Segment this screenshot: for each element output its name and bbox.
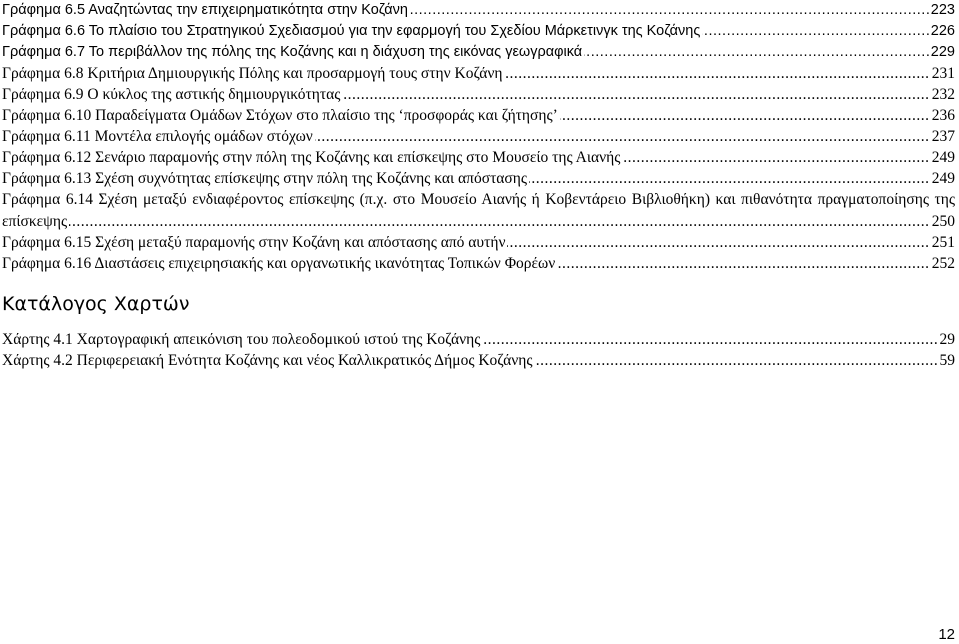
toc-entry-figure-6-16[interactable]: [2, 253, 955, 274]
toc-entry-figure-6-11[interactable]: [2, 126, 955, 147]
toc-entry-page: 226: [929, 21, 955, 42]
toc-entry-label: Γράφημα 6.7 Το περιβάλλον της πόλης της Κοζάνης και η διάχυση της εικόνας γεωγραφικά: [2, 44, 583, 60]
toc-entry-figure-6-13[interactable]: [2, 168, 955, 189]
toc-entry-label: Γράφημα 6.13 Σχέση συχνότητας επίσκεψης στην πόλη της Κοζάνης και απόστασης: [2, 170, 528, 187]
toc-entry-figure-6-12[interactable]: [2, 147, 955, 168]
toc-entry-map-4-1[interactable]: [2, 329, 955, 350]
toc-entry-label-continued: [2, 211, 955, 232]
toc-entry-page: 29: [939, 331, 955, 348]
toc-entry-page: 237: [931, 128, 955, 145]
toc-entry-figure-6-10[interactable]: [2, 105, 955, 126]
toc-entry-page: 229: [929, 42, 955, 63]
toc-entry-label: Γράφημα 6.6 Το πλαίσιο του Στρατηγικού Σχεδιασμού για την εφαρμογή του Σχεδίου Μάρκετινγκ της Κοζάνης: [2, 23, 701, 39]
toc-entry-page: 252: [931, 255, 955, 272]
toc-entry-label: Γράφημα 6.16 Διαστάσεις επιχειρησιακής και οργανωτικής ικανότητας Τοπικών Φορέων: [2, 255, 556, 272]
toc-entry-label: Γράφημα 6.5 Αναζητώντας την επιχειρηματικότητα στην Κοζάνη: [2, 2, 408, 18]
toc-entry-label: Χάρτης 4.2 Περιφερειακή Ενότητα Κοζάνης και νέος Καλλικρατικός Δήμος Κοζάνης: [2, 352, 533, 369]
toc-entry-label: Γράφημα 6.9 Ο κύκλος της αστικής δημιουργικότητας: [2, 86, 341, 103]
toc-entry-map-4-2[interactable]: [2, 350, 955, 371]
toc-entry-page: 223: [929, 0, 955, 21]
toc-entry-figure-6-14[interactable]: [2, 189, 955, 232]
toc-entry-label: Γράφημα 6.11 Μοντέλα επιλογής ομάδων στόχων: [2, 128, 313, 145]
figures-list: [2, 0, 955, 274]
toc-entry-figure-6-9[interactable]: [2, 84, 955, 105]
toc-entry-figure-6-7[interactable]: [2, 42, 955, 63]
page-number: 12: [938, 626, 955, 643]
toc-entry-label: Γράφημα 6.14 Σχέση μεταξύ ενδιαφέροντος επίσκεψης (π.χ. στο Μουσείο Αιανής ή Κοβεντάρειο Βιβλιοθήκη) και πιθανότητα πραγματοποίησης της: [2, 191, 955, 208]
toc-entry-page: 59: [939, 352, 955, 369]
toc-entry-label: Γράφημα 6.10 Παραδείγματα Ομάδων Στόχων στο πλαίσιο της ‘προσφοράς και ζήτησης’: [2, 107, 558, 124]
maps-list: [2, 329, 955, 371]
toc-entry-page: 231: [931, 65, 955, 82]
toc-entry-label: Χάρτης 4.1 Χαρτογραφική απεικόνιση του πολεοδομικού ιστού της Κοζάνης: [2, 331, 481, 348]
toc-entry-figure-6-8[interactable]: [2, 63, 955, 84]
toc-entry-figure-6-5[interactable]: [2, 0, 955, 21]
toc-entry-page: 249: [931, 149, 955, 166]
toc-entry-page: 232: [931, 86, 955, 103]
toc-entry-label: Γράφημα 6.12 Σενάριο παραμονής στην πόλη της Κοζάνης και επίσκεψης στο Μουσείο της Αιανής: [2, 149, 621, 166]
toc-entry-label-tail: επίσκεψης: [2, 213, 68, 230]
toc-entry-page: 251: [931, 234, 955, 251]
toc-entry-label: Γράφημα 6.8 Κριτήρια Δημιουργικής Πόλης και προσαρμογή τους στην Κοζάνη: [2, 65, 503, 82]
toc-entry-page: 250: [931, 213, 955, 230]
toc-entry-figure-6-6[interactable]: [2, 21, 955, 42]
maps-section-heading: Κατάλογος Χαρτών: [2, 293, 190, 315]
toc-entry-page: 236: [931, 107, 955, 124]
toc-entry-page: 249: [931, 170, 955, 187]
toc-entry-figure-6-15[interactable]: [2, 232, 955, 253]
toc-entry-label: Γράφημα 6.15 Σχέση μεταξύ παραμονής στην Κοζάνη και απόστασης από αυτήν: [2, 234, 506, 251]
toc-page: [2, 0, 955, 369]
